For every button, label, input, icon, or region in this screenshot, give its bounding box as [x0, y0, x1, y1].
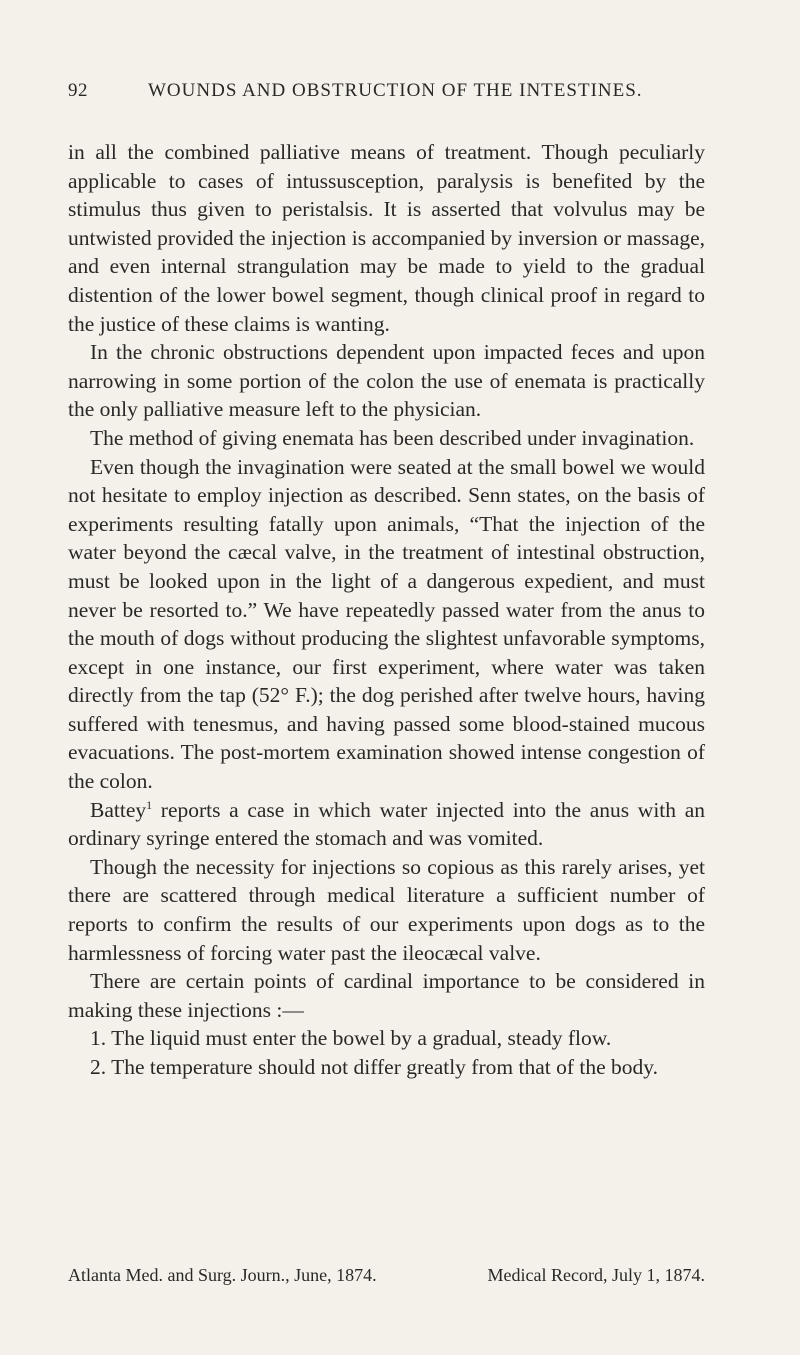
footnote: [68, 1265, 705, 1286]
battey-name: Battey: [90, 797, 147, 822]
paragraph-3: The method of giving enemata has been described under invagination.: [90, 425, 695, 450]
running-header: [68, 80, 698, 114]
paragraph-4: Even though the invagination were seated at the small bowel we would not hesitate to employ injection as described. Senn states, on the basis of experiments resulting fatally upon animals, “That the injection of the water beyond the cæcal valve, in the treatment of intestinal obstruction, must be looked upon in the light of a dangerous expedient, and must never be resorted to.” We have repeatedly passed water from the anus to the mouth of dogs without producing the slightest unfavorable symptoms, except in one instance, our first experiment, where water was taken directly from the tap (52° F.); the dog perished after twelve hours, having suffered with tenesmus, and having passed some blood-stained mucous evacuations. The post-mortem examination showed intense congestion of the colon.: [68, 454, 705, 794]
paragraph-6: Though the necessity for injections so copious as this rarely arises, yet there are scattered through medical literature a sufficient number of reports to confirm the results of our experiments upon dogs as to the harmlessness of forcing water past the ileocæcal valve.: [68, 854, 705, 965]
paragraph-5: [68, 796, 705, 853]
footnote-right: Medical Record, July 1, 1874.: [487, 1265, 705, 1285]
list-item-1: 1. The liquid must enter the bowel by a gradual, steady flow.: [90, 1026, 612, 1051]
footnote-left: Atlanta Med. and Surg. Journ., June, 1874.: [68, 1265, 377, 1285]
battey-text: reports a case in which water injected into the anus with an ordinary syringe entered the stomach and was vomited.: [68, 797, 705, 851]
page-number: 92: [68, 80, 88, 101]
footnote-marker: 1: [146, 797, 153, 812]
body-text: [68, 138, 705, 1082]
paragraph-2: In the chronic obstructions dependent upon impacted feces and upon narrowing in some portion of the colon the use of enemata is practically the only palliative measure left to the physician.: [68, 340, 705, 422]
list-item-2: 2. The temperature should not differ greatly from that of the body.: [90, 1055, 658, 1079]
running-title: WOUNDS AND OBSTRUCTION OF THE INTESTINES.: [148, 80, 643, 101]
paragraph-1: in all the combined palliative means of treatment. Though peculiarly applicable to cases of intussusception, paralysis is benefited by the stimulus thus given to peristalsis. It is asserted that volvulus may be untwisted provided the injection is accompanied by inversion or massage, and even internal strangulation may be made to yield to the gradual distention of the lower bowel segment, though clinical proof in regard to the justice of these claims is wanting.: [68, 140, 705, 336]
paragraph-7: There are certain points of cardinal importance to be considered in making these injections :—: [68, 969, 705, 1022]
